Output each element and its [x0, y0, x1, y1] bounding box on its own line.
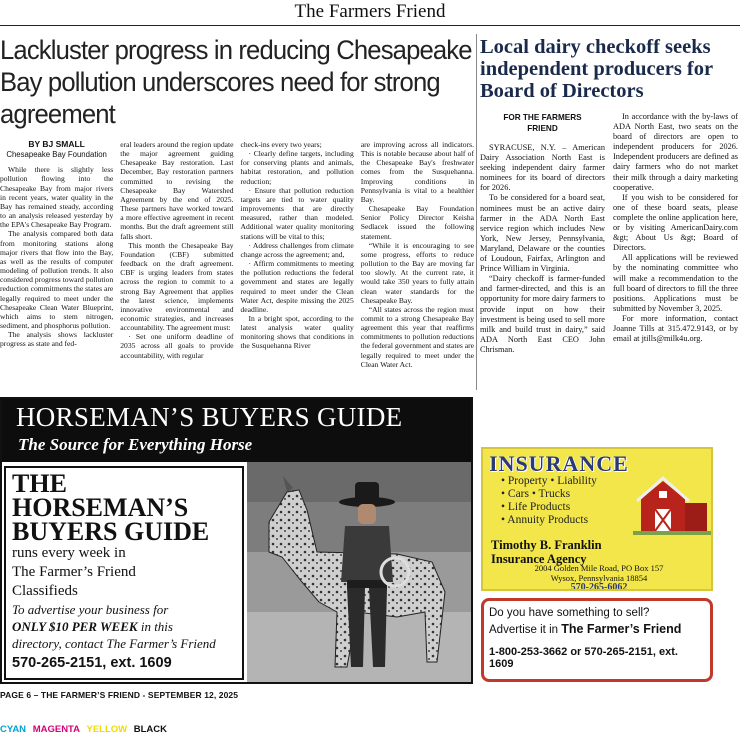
- paragraph: SYRACUSE, N.Y. – American Dairy Association North East is seeking independent dairy farmer nominees for its board of directors for 2026.: [480, 143, 605, 193]
- dairy-columns: [480, 112, 738, 355]
- horse-box-phone: 570-265-2151, ext. 1609: [12, 655, 172, 671]
- color-registration-bar: [0, 724, 171, 735]
- paragraph: · Ensure that pollution reduction targets are tied to water quality improvements that are directly measured, rather than modeled. Additional water quality monitoring stations will be vital to this;: [240, 185, 354, 241]
- insurance-product: • Life Products: [501, 501, 571, 513]
- color-magenta: MAGENTA: [32, 724, 81, 735]
- column-divider: [476, 34, 477, 390]
- dairy-story: [480, 36, 738, 444]
- dairy-headline: Local dairy checkoff seeks independent producers for Board of Directors: [480, 36, 713, 102]
- insurance-agency-line-1: Timothy B. Franklin: [491, 538, 602, 552]
- insurance-agency-line-2: Insurance Agency: [491, 552, 587, 566]
- insurance-phone: 570-265-6062: [570, 582, 628, 591]
- color-black: BLACK: [133, 724, 168, 735]
- paragraph: “While it is encouraging to see some progress, efforts to reduce pollution to the Bay are moving far too slowly. At the current rate, it would take 350 years to fully attain clean water standards for the Chesapeake Bay.: [360, 240, 474, 305]
- paragraph: If you wish to be considered for one of these board seats, please complete the online application here, or by visiting AmericanDairy.com &gt; About Us &gt; Board of Directors.: [613, 192, 738, 253]
- insurance-address: [491, 564, 707, 583]
- insurance-agency: [491, 538, 713, 566]
- paragraph: · Affirm commitments to meeting the pollution reductions the federal government and states are legally required to meet under the Clean Water Act, despite missing the 2025 deadline.: [240, 259, 354, 314]
- horse-ad-tagline: The Source for Everything Horse: [18, 435, 253, 454]
- dairy-byline-line-1: FOR THE FARMERS: [503, 113, 582, 122]
- horse-box-title-2: HORSEMAN’S: [12, 493, 189, 522]
- horse-ad-info-box: [4, 466, 244, 680]
- horseman-buyers-guide-ad: [0, 397, 473, 684]
- horse-box-advertise: To advertise your business for: [12, 602, 169, 617]
- paragraph: “Dairy checkoff is farmer-funded and farmer-directed, and this is an opportunity for more dairy farmers to provide input on how their investment is being used to sell more milk and build trust in dairy,” said ADA North East CEO John Chrisman.: [480, 274, 605, 354]
- masthead: [0, 0, 740, 26]
- horse-box-price-suffix: in this: [137, 619, 173, 634]
- horse-box-price-line: [12, 618, 236, 635]
- insurance-address-line-2: Wysox, Pennsylvania 18854: [550, 572, 648, 583]
- paragraph: are improving across all indicators. This is notable because about half of the Chesapeake Bay's freshwater comes from the Susquehanna. Improving conditions in Pennsylvania is vital to a healthier Bay.: [360, 140, 474, 204]
- sell-advertise-prefix: Advertise it in: [489, 624, 562, 636]
- sell-question: Do you have something to sell?: [489, 607, 650, 619]
- insurance-product: • Property • Liability: [501, 475, 597, 487]
- masthead-title: The Farmers Friend: [294, 1, 446, 22]
- chesapeake-col-2: [120, 140, 233, 369]
- page-folio: PAGE 6 – THE FARMER’S FRIEND - SEPTEMBER 12, 2025: [0, 690, 239, 700]
- dairy-col-2: [613, 112, 738, 355]
- paragraph: “All states across the region must commit to a strong Chesapeake Bay agreement this year that reaffirms commitments to pollution reductions the federal government and states are legally required to meet under the Clean Water Act.: [360, 304, 474, 369]
- insurance-address-line-1: 2004 Golden Mile Road, PO Box 157: [534, 563, 664, 573]
- byline-affiliation: Chesapeake Bay Foundation: [6, 150, 107, 160]
- horse-box-section: Classifieds: [12, 583, 78, 599]
- paragraph: This month the Chesapeake Bay Foundation (CBF) submitted feedback on the draft agreement. CBF is urging leaders from states across the region to commit to a strong Bay Agreement that applies the latest science, implements innovative environmental and economic strategies, and increases accountability. The agreement must:: [120, 240, 234, 333]
- dairy-col-1: [480, 112, 605, 355]
- color-cyan: CYAN: [0, 724, 27, 735]
- horse-ad-title: HORSEMAN’S BUYERS GUIDE: [16, 402, 403, 432]
- sell-advertise: [489, 621, 705, 638]
- horse-ad-banner: [2, 399, 471, 462]
- chesapeake-col-3: [241, 140, 354, 369]
- paragraph: All applications will be reviewed by the nominating committee who will make a recommendation to the full board of directors to fill the three positions. Applications must be submitted by November 3, 2025.: [613, 253, 738, 313]
- chesapeake-headline: Lackluster progress in reducing Chesapeake Bay pollution underscores need for strong agreement: [0, 35, 472, 129]
- paragraph: The analysis shows lackluster progress as state and fed-: [0, 330, 114, 349]
- horse-box-title-1: THE: [12, 469, 67, 498]
- horse-box-title-3: BUYERS GUIDE: [12, 517, 210, 546]
- color-yellow: YELLOW: [86, 724, 128, 735]
- paragraph: The analysis compared both data from monitoring stations along major rivers that flow into the Bay, as well as the results of computer modeling of pollution trends. It also considered progress toward pollution reduction commitments the states are legally required to meet under the Chesapeake Clean Water Blueprint, which aims to stem nitrogen, sediment, and phosphorus pollution.: [0, 229, 114, 330]
- chesapeake-story: [0, 34, 474, 390]
- dairy-byline: [480, 112, 605, 134]
- paragraph: Chesapeake Bay Foundation Senior Policy Director Keisha Sedlacek issued the following statement.: [360, 204, 474, 241]
- horse-box-directory: directory, contact The Farmer’s Friend: [12, 636, 216, 651]
- paragraph: While there is slightly less pollution flowing into the Chesapeake Bay from major rivers in recent years, water quality in the Bay has remained steady, according to an analysis released yesterday by the EPA's Chesapeake Bay Program.: [0, 165, 114, 230]
- insurance-ad: [481, 447, 713, 591]
- horse-box-paper: The Farmer’s Friend: [12, 564, 136, 580]
- sell-phones: 1-800-253-3662 or 570-265-2151, ext. 1609: [489, 646, 678, 670]
- paragraph: eral leaders around the region update the major agreement guiding Chesapeake Bay restoration. Last December, Bay restoration partners committed to revising the Chesapeake Bay Watershed Agreement by the end of 2025. These partners have worked toward a more effective agreement in recent months. But the draft agreement still falls short.: [120, 140, 234, 241]
- insurance-title: INSURANCE: [489, 451, 629, 476]
- paragraph: In a bright spot, according to the latest analysis water quality monitoring shows that conditions in the Susquehanna River: [240, 313, 354, 351]
- insurance-products: [501, 475, 597, 527]
- insurance-product: • Cars • Trucks: [501, 488, 571, 500]
- chesapeake-columns: [0, 140, 474, 369]
- paragraph: For more information, contact Joanne Tills at 315.472.9143, or by email at jtills@milk4u.org.: [613, 313, 738, 344]
- chesapeake-col-4: [361, 140, 474, 369]
- sell-advertise-paper: The Farmer’s Friend: [561, 622, 682, 636]
- horse-box-price: ONLY $10 PER WEEK: [12, 619, 138, 634]
- paragraph: To be considered for a board seat, nominees must be an active dairy farmer in the ADA North East service region which includes New York, New Jersey, Pennsylvania, Maryland, Delaware or the counties of Loudoun, Fairfax, Arlington and Prince William in Virginia.: [480, 193, 605, 274]
- paragraph: · Clearly define targets, including for conserving plants and animals, habitat restoration, and pollution reduction;: [240, 149, 354, 186]
- paragraph: · Set one uniform deadline of 2035 across all goals to provide accountability, with regular: [120, 332, 234, 360]
- barn-icon: [633, 473, 711, 535]
- classified-sell-ad: [481, 598, 713, 682]
- insurance-product: • Annuity Products: [501, 514, 589, 526]
- horse-box-runs: runs every week in: [12, 545, 126, 561]
- byline: BY BJ SMALL: [28, 139, 85, 149]
- paragraph: In accordance with the by-laws of ADA North East, two seats on the board of directors are open to independent producers for 2026. Independent producers are defined as dairy farmers who do not market their milk through a dairy marketing cooperative.: [613, 112, 738, 192]
- dairy-byline-line-2: FRIEND: [527, 124, 558, 133]
- chesapeake-col-1: [0, 140, 113, 369]
- paragraph: check-ins every two years;: [240, 140, 322, 149]
- cowboy-horse-photo: [247, 462, 471, 682]
- paragraph: · Address challenges from climate change across the agreement; and,: [240, 240, 354, 259]
